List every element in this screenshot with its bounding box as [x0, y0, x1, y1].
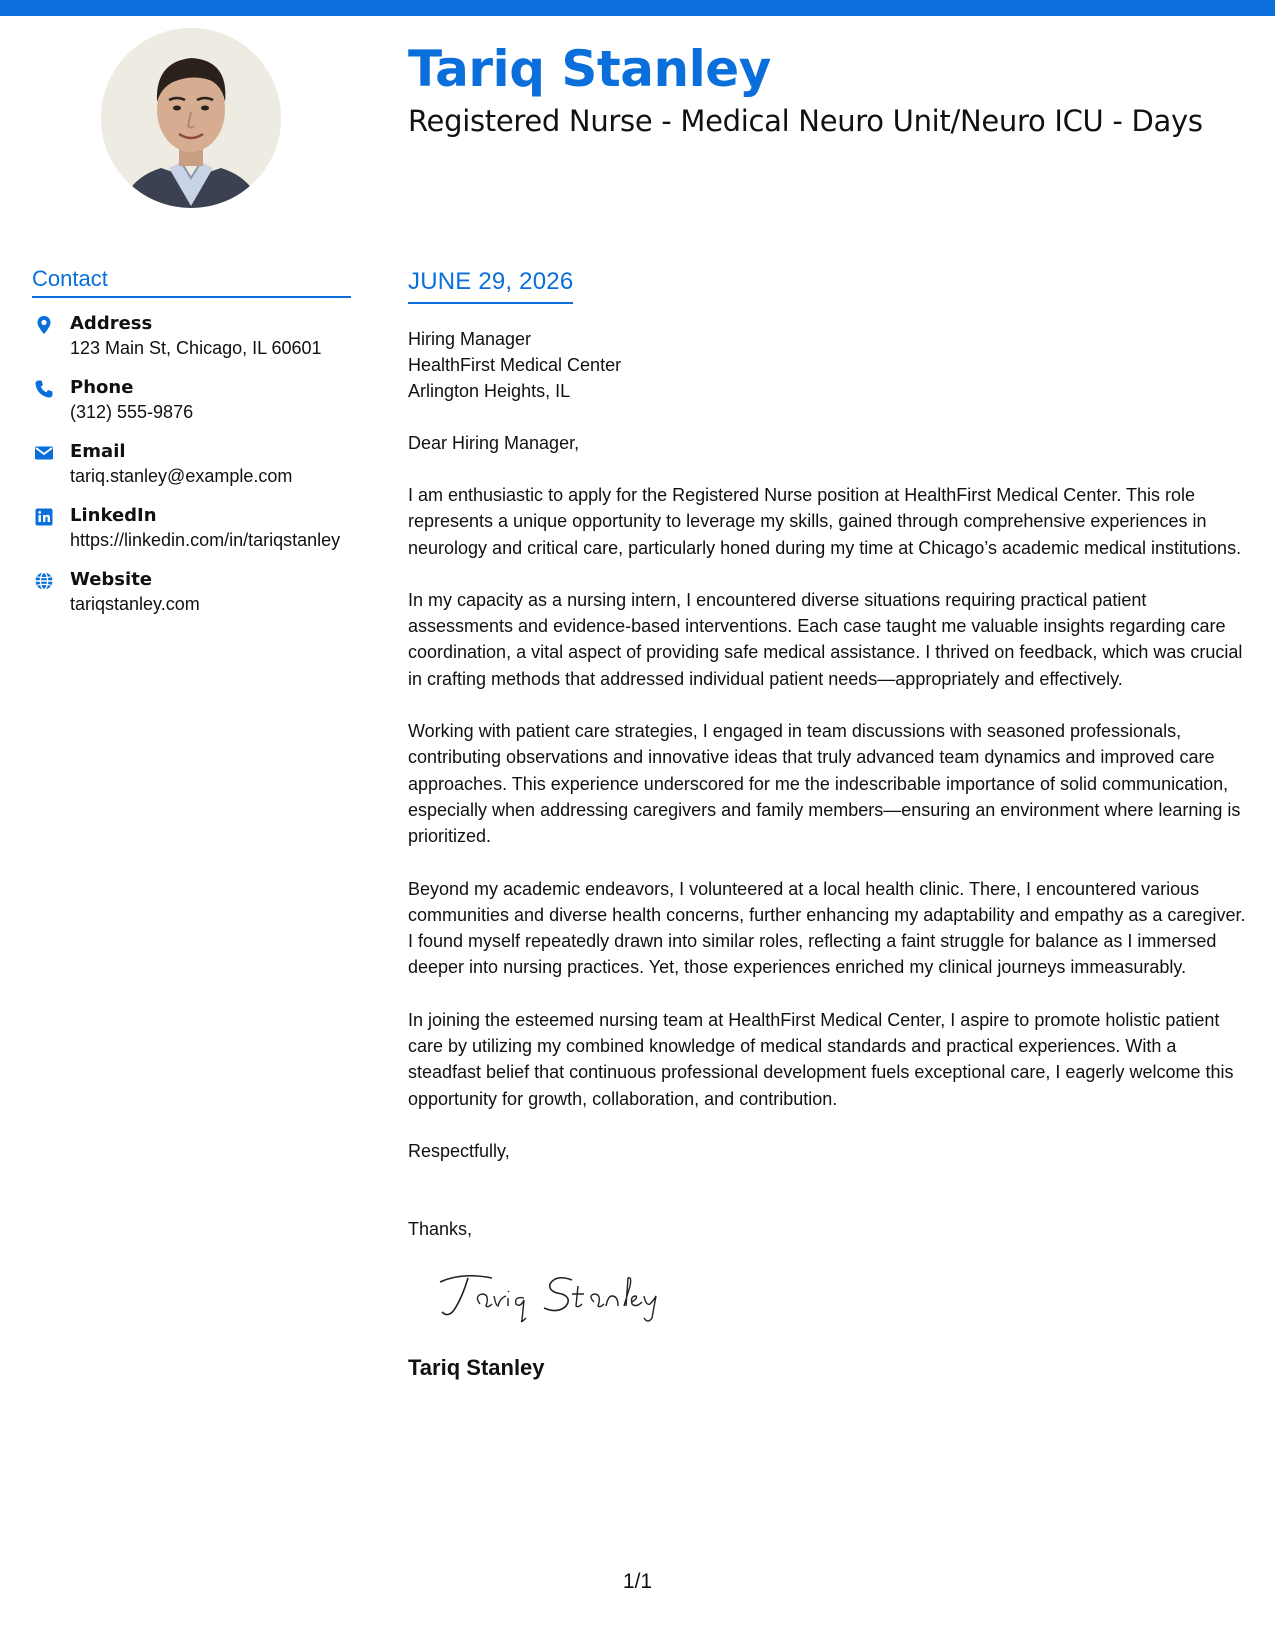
envelope-icon	[34, 443, 54, 463]
signed-name: Tariq Stanley	[408, 1354, 545, 1380]
handwritten-signature	[432, 1264, 672, 1328]
contact-value[interactable]: https://linkedin.com/in/tariqstanley	[70, 530, 341, 550]
thanks: Thanks,	[408, 1218, 473, 1239]
contact-label: Phone	[70, 377, 134, 398]
letter-paragraph: In joining the esteemed nursing team at HealthFirst Medical Center, I aspire to promote holistic patient care by utilizing my combined knowledge of medical standards and practical experiences. With a steadfast belief that continuous professional development fuels exceptional care, I eagerly welcome this opportunity for growth, collaboration, and contribution.	[408, 1009, 1234, 1109]
recipient-block	[408, 326, 1248, 404]
closing: Respectfully,	[408, 1140, 510, 1161]
recipient-line: HealthFirst Medical Center	[408, 355, 622, 375]
contact-label: Website	[70, 569, 153, 590]
letter-paragraph: In my capacity as a nursing intern, I encountered diverse situations requiring practical patient assessments and evidence-based interventions. Each case taught me valuable insights regarding care coordination, a vital aspect of providing safe medical assistance. I thrived on feedback, which was crucial in crafting methods that addressed individual patient needs—appropriately and effectively.	[408, 589, 1243, 689]
contact-value: (312) 555-9876	[70, 402, 194, 422]
map-pin-icon	[34, 315, 54, 335]
letter-paragraph: I am enthusiastic to apply for the Registered Nurse position at HealthFirst Medical Center. This role represents a unique opportunity to leverage my skills, gained through comprehensive experiences in neurology and critical care, particularly honed during my time at Chicago’s academic medical institutions.	[408, 485, 1242, 558]
contact-label: LinkedIn	[70, 505, 157, 526]
candidate-name: Tariq Stanley	[408, 40, 771, 98]
letter-body	[408, 268, 1248, 1381]
letter-paragraph: Working with patient care strategies, I engaged in team discussions with seasoned professionals, contributing observations and innovative ideas that truly advanced team dynamics and improved care approaches. This experience underscored for me the indescribable importance of solid communication, especially when addressing caregivers and family members—ensuring an environment where learning is prioritized.	[408, 721, 1241, 847]
contact-item-linkedin	[32, 504, 351, 552]
contact-heading: Contact	[32, 266, 351, 298]
linkedin-icon	[34, 507, 54, 527]
greeting: Dear Hiring Manager,	[408, 433, 580, 453]
letter-paragraph: Beyond my academic endeavors, I volunteered at a local health clinic. There, I encountered various communities and diverse health concerns, further enhancing my adaptability and empathy as a caregiver. I found myself repeatedly drawn into similar roles, reflecting a faint struggle for balance as I immersed deeper into nursing practices. Yet, those experiences enriched my clinical journeys immeasurably.	[408, 878, 1246, 978]
contact-label: Address	[70, 313, 153, 334]
contact-sidebar	[32, 266, 351, 632]
page-number: 1/1	[622, 1570, 653, 1593]
job-title: Registered Nurse - Medical Neuro Unit/Neuro ICU - Days	[408, 104, 1203, 138]
globe-icon	[34, 571, 54, 591]
contact-value[interactable]: tariqstanley.com	[70, 594, 200, 614]
contact-item-phone	[32, 376, 351, 424]
contact-item-address	[32, 312, 351, 360]
top-accent-bar	[0, 0, 1275, 16]
contact-item-email	[32, 440, 351, 488]
phone-icon	[34, 379, 54, 399]
contact-value: tariq.stanley@example.com	[70, 466, 293, 486]
contact-item-website	[32, 568, 351, 616]
recipient-line: Arlington Heights, IL	[408, 381, 571, 401]
contact-value: 123 Main St, Chicago, IL 60601	[70, 338, 322, 358]
letter-date: JUNE 29, 2026	[408, 268, 573, 304]
contact-label: Email	[70, 441, 126, 462]
recipient-line: Hiring Manager	[408, 329, 532, 349]
avatar	[101, 28, 281, 208]
